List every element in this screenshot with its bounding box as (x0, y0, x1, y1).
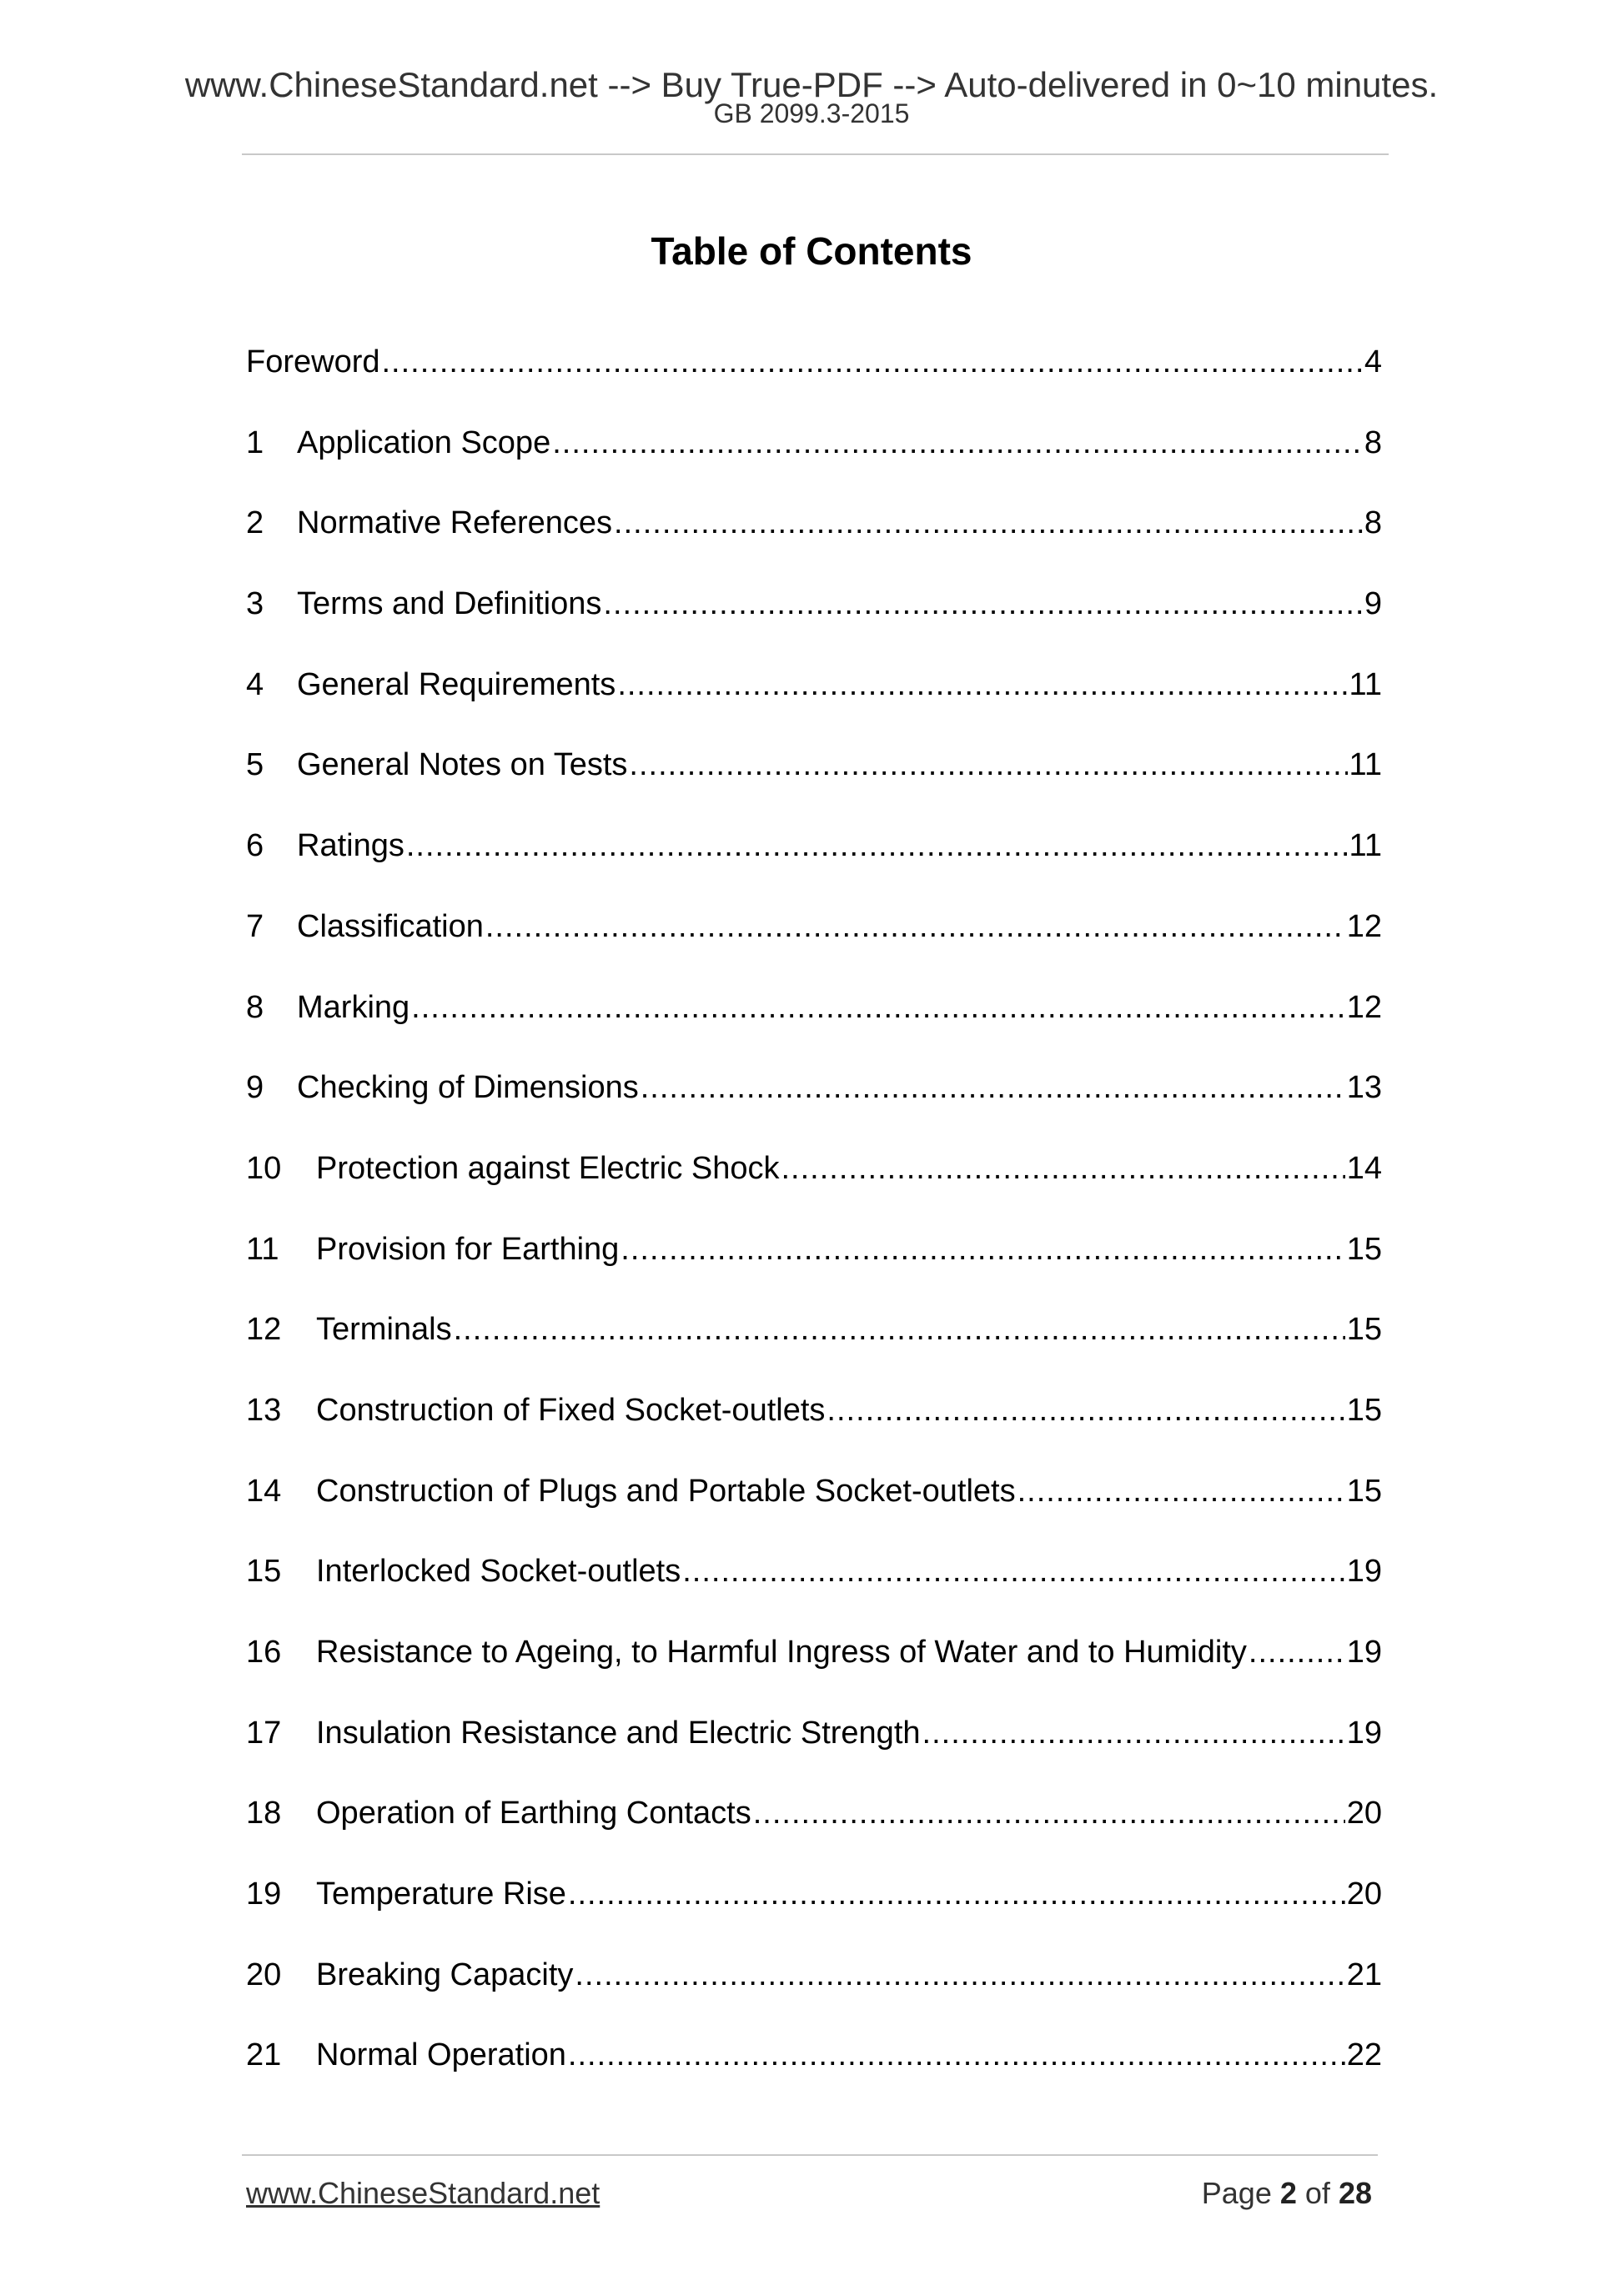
toc-entry-number: 2 (246, 505, 264, 541)
toc-entry[interactable] (246, 1709, 1382, 1790)
toc-entry-label: Provision for Earthing (316, 1231, 620, 1267)
header-divider (242, 153, 1389, 155)
toc-leader-dots (641, 1063, 1345, 1112)
toc-entry[interactable] (246, 580, 1382, 661)
toc-entry-number: 15 (246, 1554, 282, 1590)
toc-entry-page: 13 (1346, 1070, 1382, 1106)
toc-entry-label: Ratings (297, 828, 404, 864)
toc-entry-label: Terms and Definitions (297, 586, 602, 622)
toc-leader-dots (411, 983, 1345, 1032)
toc-entry-number: 21 (246, 2037, 282, 2073)
header-banner[interactable]: www.ChineseStandard.net --> Buy True-PDF --> Auto-delivered in 0~10 minutes. (184, 65, 1439, 104)
toc-entry-page: 12 (1346, 989, 1382, 1025)
toc-entry-page: 4 (1364, 344, 1382, 379)
page-indicator (1202, 2175, 1372, 2212)
toc-entry-label: Breaking Capacity (316, 1957, 574, 1992)
page-current: 2 (1279, 2176, 1297, 2210)
toc-entry-page: 8 (1364, 505, 1382, 541)
toc-entry-label: Resistance to Ageing, to Harmful Ingress of Water and to Humidity (316, 1635, 1247, 1670)
toc-leader-dots (922, 1709, 1345, 1757)
toc-leader-dots (753, 1789, 1345, 1837)
toc-entry-page: 11 (1349, 828, 1382, 864)
toc-entry-page: 22 (1346, 2037, 1382, 2073)
toc-leader-dots (454, 1305, 1345, 1354)
toc-entry-number: 5 (246, 747, 264, 783)
toc-leader-dots (629, 741, 1347, 789)
toc-leader-dots (568, 2031, 1345, 2079)
toc-entry-label: Marking (297, 989, 410, 1025)
toc-entry[interactable] (246, 419, 1382, 500)
toc-entry[interactable] (246, 902, 1382, 983)
toc-entry-page: 8 (1364, 425, 1382, 460)
toc-entry[interactable] (246, 983, 1382, 1064)
toc-entry-number: 16 (246, 1635, 282, 1670)
toc-entry-label: Construction of Fixed Socket-outlets (316, 1392, 826, 1428)
table-of-contents (246, 338, 1382, 2112)
toc-entry-page: 19 (1346, 1554, 1382, 1590)
toc-entry[interactable] (246, 1386, 1382, 1467)
toc-entry[interactable] (246, 1225, 1382, 1306)
toc-entry-page: 19 (1346, 1715, 1382, 1751)
toc-entry-label: Classification (297, 908, 484, 944)
toc-leader-dots (827, 1386, 1344, 1434)
toc-leader-dots (552, 419, 1363, 467)
toc-entry-page: 15 (1346, 1392, 1382, 1428)
toc-entry[interactable] (246, 661, 1382, 741)
toc-entry-page: 14 (1346, 1150, 1382, 1186)
toc-leader-dots (781, 1144, 1345, 1193)
toc-entry[interactable] (246, 1063, 1382, 1144)
toc-entry[interactable] (246, 741, 1382, 821)
toc-entry[interactable] (246, 1144, 1382, 1225)
toc-entry-number: 19 (246, 1876, 282, 1912)
toc-entry-number: 6 (246, 828, 264, 864)
toc-entry[interactable] (246, 1467, 1382, 1548)
toc-entry[interactable] (246, 338, 1382, 419)
toc-entry[interactable] (246, 1628, 1382, 1709)
toc-entry-label: Normal Operation (316, 2037, 566, 2073)
page-of: of (1304, 2176, 1330, 2210)
toc-leader-dots (1249, 1628, 1345, 1676)
toc-entry-page: 9 (1364, 586, 1382, 622)
footer-divider (242, 2154, 1378, 2156)
page-prefix: Page (1201, 2176, 1272, 2210)
toc-leader-dots (617, 661, 1347, 709)
toc-entry-number: 7 (246, 908, 264, 944)
toc-entry-label: Application Scope (297, 425, 551, 460)
toc-entry-page: 12 (1346, 908, 1382, 944)
toc-entry-number: 11 (246, 1231, 279, 1267)
toc-entry-label: Foreword (246, 344, 380, 379)
toc-entry-number: 18 (246, 1796, 282, 1831)
toc-leader-dots (382, 338, 1363, 386)
toc-entry[interactable] (246, 821, 1382, 902)
toc-entry-page: 21 (1346, 1957, 1382, 1992)
toc-entry-label: Construction of Plugs and Portable Socket-outlets (316, 1473, 1016, 1509)
toc-entry-number: 1 (246, 425, 264, 460)
toc-entry[interactable] (246, 1305, 1382, 1386)
toc-leader-dots (406, 821, 1348, 870)
toc-entry-label: Operation of Earthing Contacts (316, 1796, 751, 1831)
toc-entry-label: Normative References (297, 505, 613, 541)
toc-entry-number: 13 (246, 1392, 282, 1428)
toc-entry-number: 10 (246, 1150, 282, 1186)
toc-entry-number: 12 (246, 1312, 282, 1348)
toc-entry-page: 11 (1349, 747, 1382, 783)
toc-entry[interactable] (246, 1951, 1382, 2032)
toc-leader-dots (603, 580, 1362, 628)
toc-entry-page: 20 (1346, 1796, 1382, 1831)
toc-entry-number: 14 (246, 1473, 282, 1509)
toc-entry-page: 19 (1346, 1635, 1382, 1670)
toc-entry-label: Terminals (316, 1312, 452, 1348)
toc-entry-label: Interlocked Socket-outlets (316, 1554, 681, 1590)
toc-entry-label: Insulation Resistance and Electric Strength (316, 1715, 921, 1751)
toc-entry-page: 15 (1346, 1231, 1382, 1267)
toc-entry-page: 15 (1346, 1312, 1382, 1348)
toc-entry[interactable] (246, 1870, 1382, 1951)
toc-leader-dots (614, 499, 1363, 547)
document-code: GB 2099.3-2015 (713, 98, 910, 128)
toc-entry-label: General Notes on Tests (297, 747, 628, 783)
toc-leader-dots (485, 902, 1345, 951)
toc-leader-dots (1018, 1467, 1345, 1515)
toc-entry-number: 20 (246, 1957, 282, 1992)
toc-leader-dots (575, 1951, 1344, 1999)
toc-leader-dots (568, 1870, 1345, 1918)
toc-leader-dots (682, 1547, 1344, 1595)
toc-entry[interactable] (246, 1789, 1382, 1870)
toc-entry[interactable] (246, 2031, 1382, 2112)
page-title: Table of Contents (651, 229, 972, 273)
toc-entry-number: 9 (246, 1070, 264, 1106)
toc-entry-label: Protection against Electric Shock (316, 1150, 780, 1186)
toc-entry-number: 4 (246, 666, 264, 702)
footer-site-link[interactable]: www.ChineseStandard.net (246, 2176, 600, 2210)
toc-entry-label: Checking of Dimensions (297, 1070, 639, 1106)
toc-entry[interactable] (246, 1547, 1382, 1628)
toc-entry-page: 11 (1349, 666, 1382, 702)
toc-entry-number: 17 (246, 1715, 282, 1751)
toc-leader-dots (621, 1225, 1344, 1274)
toc-entry-page: 20 (1346, 1876, 1382, 1912)
toc-entry-page: 15 (1346, 1473, 1382, 1509)
toc-entry[interactable] (246, 499, 1382, 580)
toc-entry-label: General Requirements (297, 666, 616, 702)
page-total: 28 (1338, 2176, 1372, 2210)
toc-entry-label: Temperature Rise (316, 1876, 566, 1912)
toc-entry-number: 8 (246, 989, 264, 1025)
toc-entry-number: 3 (246, 586, 264, 622)
